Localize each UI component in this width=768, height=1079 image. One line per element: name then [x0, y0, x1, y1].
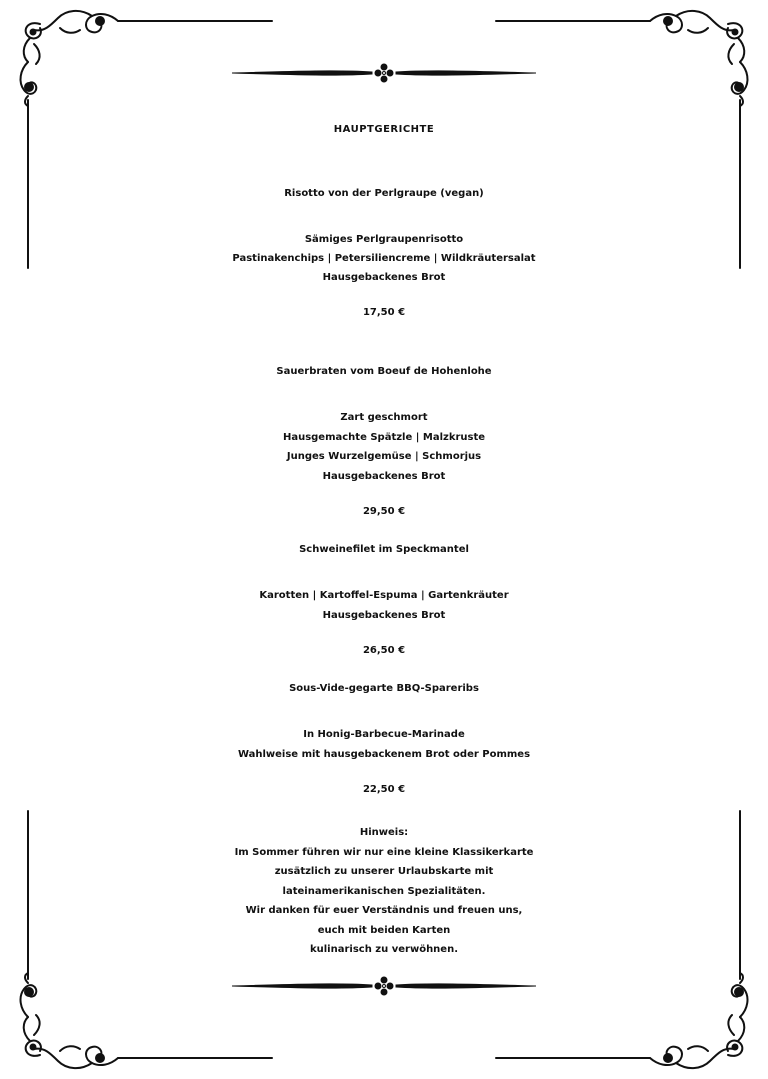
dish-description-line: Wahlweise mit hausgebackenem Brot oder Pommes — [237, 749, 531, 760]
note-line: Im Sommer führen wir nur eine kleine Klassikerkarte — [234, 847, 534, 858]
page-title: HAUPTGERICHTE — [333, 124, 435, 135]
note-line: kulinarisch zu verwöhnen. — [309, 944, 459, 955]
divider-ornament-icon — [232, 977, 536, 995]
dish-description-line: Zart geschmort — [340, 412, 428, 423]
dish-description-line: Hausgebackenes Brot — [322, 610, 446, 621]
dish-name: Sauerbraten vom Boeuf de Hohenlohe — [276, 366, 492, 377]
dish-description-line: Sämiges Perlgraupenrisotto — [304, 234, 464, 245]
dish-name: Schweinefilet im Speckmantel — [299, 544, 469, 555]
note-line: zusätzlich zu unserer Urlaubskarte mit — [274, 866, 494, 877]
dish-name: Sous-Vide-gegarte BBQ-Spareribs — [289, 683, 479, 694]
dish-description-line: In Honig-Barbecue-Marinade — [303, 729, 465, 740]
dish-description-line: Hausgebackenes Brot — [322, 471, 446, 482]
dish-description-line: Hausgemachte Spätzle | Malzkruste — [282, 432, 486, 443]
note-heading: Hinweis: — [359, 827, 409, 838]
dish-price: 17,50 € — [362, 307, 406, 318]
dish-price: 29,50 € — [362, 506, 406, 517]
dish-price: 26,50 € — [362, 645, 406, 656]
dish-description-line: Hausgebackenes Brot — [322, 272, 446, 283]
note-line: lateinamerikanischen Spezialitäten. — [282, 886, 486, 897]
note-line: Wir danken für euer Verständnis und freuen uns, — [245, 905, 523, 916]
dish-description-line: Pastinakenchips | Petersiliencreme | Wildkräutersalat — [232, 253, 536, 264]
dish-price: 22,50 € — [362, 784, 406, 795]
dish-description-line: Junges Wurzelgemüse | Schmorjus — [286, 451, 482, 462]
divider-ornament-icon — [232, 64, 536, 82]
dish-description-line: Karotten | Kartoffel-Espuma | Gartenkräuter — [259, 590, 509, 601]
dish-name: Risotto von der Perlgraupe (vegan) — [284, 188, 484, 199]
note-line: euch mit beiden Karten — [317, 925, 451, 936]
